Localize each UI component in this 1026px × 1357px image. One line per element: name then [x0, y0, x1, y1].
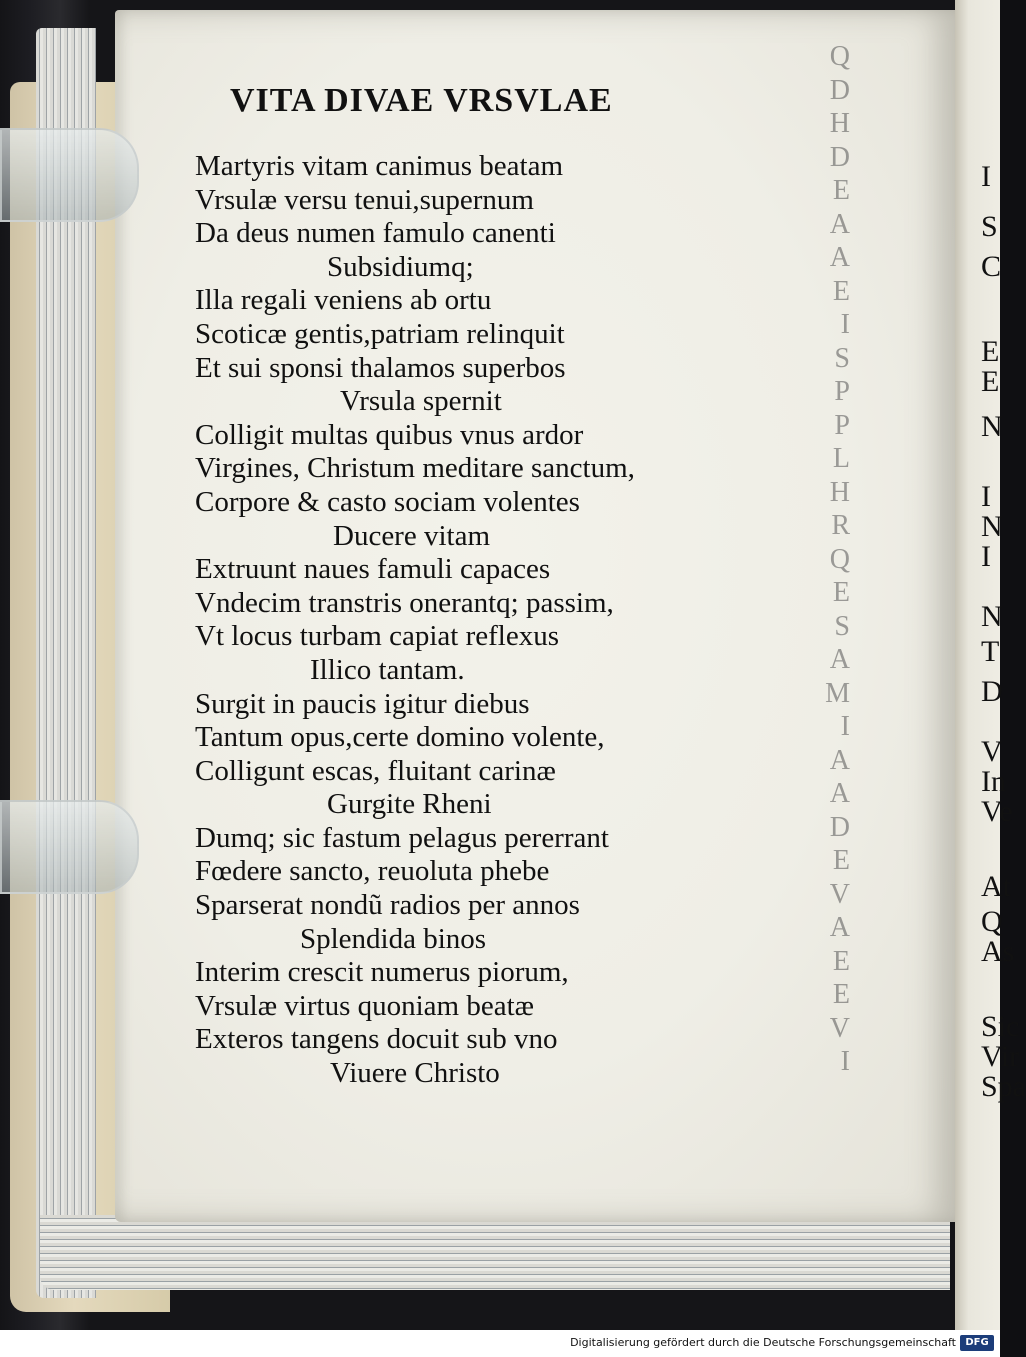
facing-page-line: N: [981, 600, 1003, 633]
bleed-initial: A: [829, 242, 850, 273]
bleed-initial: D: [829, 141, 850, 173]
poem-line: Vrsula spernit: [340, 385, 502, 418]
facing-page-line: D: [981, 675, 1003, 708]
bleed-through-text: [810, 40, 850, 1100]
footer-credit: Digitalisierung gefördert durch die Deutsche Forschungsgemeinschaft: [570, 1336, 956, 1349]
poem-line: Viuere Christo: [330, 1057, 500, 1090]
poem-line: Ducere vitam: [333, 519, 491, 552]
facing-page-line: S: [981, 210, 998, 243]
bleed-initial: M: [825, 677, 850, 709]
poem-line: Colligit multas quibus vnus ardor: [195, 418, 584, 451]
poem-line: Interim crescit numerus piorum,: [195, 956, 569, 989]
bleed-initial: E: [832, 979, 850, 1010]
facing-page-line: I: [981, 540, 991, 573]
bleed-initial: H: [829, 108, 850, 139]
bleed-initial: E: [832, 175, 850, 206]
bleed-initial: E: [832, 845, 850, 876]
bleed-initial: E: [832, 275, 850, 307]
bleed-initial: I: [840, 309, 850, 340]
page-clamp-bottom: [0, 800, 139, 894]
facing-page-line: I: [981, 480, 991, 513]
facing-page-line: Spa: [981, 1070, 1026, 1103]
poem-line: Fœdere sancto, reuoluta phebe: [195, 855, 550, 888]
bleed-initial: S: [834, 342, 850, 374]
poem-line: Vndecim transtris onerantq; passim,: [195, 586, 614, 619]
poem-line: Illa regali veniens ab ortu: [195, 284, 492, 317]
poem-line: Tantum opus,certe domino volente,: [195, 721, 605, 754]
poem-line: Sparserat nondũ radios per annos: [195, 889, 580, 922]
poem-line: Extruunt naues famuli capaces: [195, 553, 551, 586]
facing-page-line: Sic: [981, 1010, 1020, 1043]
bleed-initial: I: [840, 1046, 850, 1077]
poem-line: Vt locus turbam capiat reflexus: [195, 620, 559, 653]
bleed-initial: R: [831, 510, 850, 541]
facing-page-line: V: [981, 735, 1003, 768]
poem-line: Illico tantam.: [310, 653, 465, 686]
bleed-initial: E: [832, 945, 850, 977]
facing-page-line: N: [981, 410, 1003, 443]
facing-page-line: Q: [981, 905, 1003, 938]
page-edges-bottom: [40, 1215, 950, 1290]
facing-page-line: At: [981, 870, 1011, 903]
poem-line: Vrsulæ versu tenui,supernum: [195, 183, 534, 216]
page-title: VITA DIVAE VRSVLAE: [230, 82, 613, 119]
footer-bar: [0, 1330, 1000, 1357]
poem-line: Dumq; sic fastum pelagus pererrant: [195, 821, 609, 854]
dfg-logo: DFG: [960, 1335, 994, 1351]
facing-page-line: In: [981, 765, 1006, 798]
page-clamp-top: [0, 128, 139, 222]
poem: [195, 150, 635, 1091]
poem-line: Gurgite Rheni: [327, 788, 492, 821]
poem-line: Colligunt escas, fluitant carinæ: [195, 754, 556, 787]
poem-line: Da deus numen famulo canenti: [195, 217, 556, 250]
bleed-initial: A: [829, 644, 850, 675]
poem-line: Vrsulæ virtus quoniam beatæ: [195, 989, 534, 1022]
poem-line: Martyris vitam canimus beatam: [195, 150, 564, 182]
poem-line: Surgit in paucis igitur diebus: [195, 687, 530, 720]
bleed-initial: A: [829, 912, 850, 943]
bleed-initial: Q: [829, 543, 850, 575]
poem-line: Virgines, Christum meditare sanctum,: [195, 452, 635, 485]
poem-line: Exteros tangens docuit sub vno: [195, 1023, 558, 1056]
bleed-initial: V: [829, 1012, 850, 1044]
bleed-initial: E: [832, 577, 850, 608]
facing-page-line: C: [981, 250, 1002, 283]
poem-line: Et sui sponsi thalamos superbos: [195, 351, 566, 384]
facing-page-line: Vir: [981, 1040, 1020, 1073]
facing-page-line: As: [981, 935, 1015, 968]
poem-line: Corpore & casto sociam volentes: [195, 485, 580, 518]
poem-line: Splendida binos: [300, 922, 487, 955]
facing-page-line: N: [981, 510, 1003, 543]
bleed-initial: A: [829, 778, 850, 809]
bleed-initial: A: [829, 744, 850, 776]
facing-page-line: Ve: [981, 795, 1013, 828]
bleed-initial: D: [829, 74, 850, 106]
bleed-initial: D: [829, 811, 850, 843]
bleed-initial: A: [829, 208, 850, 240]
poem-line: Subsidiumq;: [327, 250, 474, 283]
bleed-initial: S: [834, 610, 850, 642]
facing-page-line: E: [981, 365, 1000, 398]
bleed-initial: V: [829, 878, 850, 910]
bleed-initial: Q: [829, 41, 850, 72]
bleed-initial: I: [840, 711, 850, 742]
facing-page-line: T: [981, 635, 1000, 668]
poem-line: Scoticæ gentis,patriam relinquit: [195, 317, 565, 350]
facing-page-line: E: [981, 335, 1000, 368]
bleed-initial: H: [829, 476, 850, 508]
bleed-initial: L: [832, 443, 850, 474]
facing-page-line: I: [981, 160, 991, 193]
bleed-initial: P: [834, 376, 850, 407]
facing-page: [955, 0, 1026, 1330]
bleed-initial: P: [834, 409, 850, 441]
